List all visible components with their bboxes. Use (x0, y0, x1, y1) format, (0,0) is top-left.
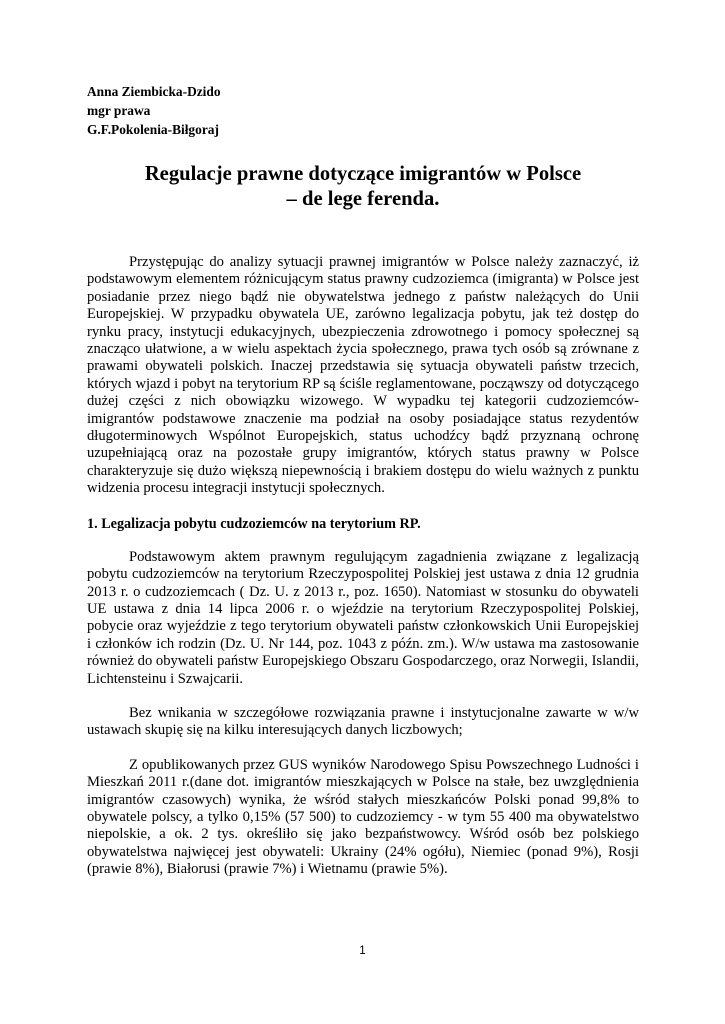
section-1-heading: 1. Legalizacja pobytu cudzoziemców na terytorium RP. (87, 515, 421, 532)
author-degree: mgr prawa (87, 103, 151, 118)
author-block (87, 82, 639, 139)
page-number: 1 (359, 945, 366, 957)
title-line-2: – de lege ferenda. (286, 188, 440, 210)
section-1-paragraph-2: Bez wnikania w szczegółowe rozwiązania prawne i instytucjonalne zawarte w w/w ustawach skupię się na kilku interesujących danych liczbowych; (87, 704, 639, 739)
author-affiliation: G.F.Pokolenia-Biłgoraj (87, 122, 219, 137)
title-line-1: Regulacje prawne dotyczące imigrantów w Polsce (144, 163, 582, 185)
intro-paragraph: Przystępując do analizy sytuacji prawnej imigrantów w Polsce należy zaznaczyć, iż podstawowym elementem różnicującym status prawny cudzoziemca (imigranta) w Polsce jest posiadanie przez niego bądź nie obywatelstwa jednego z państw należących do Unii Europejskiej. W przypadku obywatela UE, zarówno legalizacja pobytu, jak też dostęp do rynku pracy, instytucji edukacyjnych, ubezpieczenia zdrowotnego i pomocy społecznej są znacząco ułatwione, a w wielu aspektach życia społecznego, prawa tych osób są zrównane z prawami obywateli polskich. Inaczej przedstawia się sytuacja obywateli państw trzecich, których wjazd i pobyt na terytorium RP są ściśle reglamentowane, począwszy od dotyczącego dużej części z nich obowiązku wizowego. W wypadku tej kategorii cudzoziemców-imigrantów podstawowe znaczenie ma podział na osoby posiadające status rezydentów długoterminowych Wspólnot Europejskich, status uchodźcy bądź przyznaną ochronę uzupełniającą oraz na pozostałe grupy imigrantów, których status prawny w Polsce charakteryzuje się dużo większą niepewnością i brakiem dostępu do wielu ważnych z punktu widzenia procesu integracji instytucji społecznych. (87, 254, 639, 497)
document-title (87, 162, 639, 212)
section-1-paragraph-1: Podstawowym aktem prawnym regulującym zagadnienia związane z legalizacją pobytu cudzoziemców na terytorium Rzeczypospolitej Polskiej jest ustawa z dnia 12 grudnia 2013 r. o cudzoziemcach ( Dz. U. z 2013 r., poz. 1650). Natomiast w stosunku do obywateli UE ustawa z dnia 14 lipca 2006 r. o wjeździe na terytorium Rzeczypospolitej Polskiej, pobycie oraz wyjeździe z tego terytorium obywateli państw członkowskich Unii Europejskiej i członków ich rodzin (Dz. U. Nr 144, poz. 1043 z późn. zm.). W/w ustawa ma zastosowanie również do obywateli państw Europejskiego Obszaru Gospodarczego, oraz Norwegii, Islandii, Lichtensteinu i Szwajcarii. (87, 548, 639, 687)
author-name: Anna Ziembicka-Dzido (87, 84, 221, 99)
document-page (87, 82, 639, 879)
section-1-paragraph-3: Z opublikowanych przez GUS wyników Narodowego Spisu Powszechnego Ludności i Mieszkań 2011 r.(dane dot. imigrantów mieszkających w Polsce na stałe, bez uwzględnienia imigrantów czasowych) wynika, że wśród stałych mieszkańców Polski ponad 99,8% to obywatele polscy, a tylko 0,15% (57 500) to cudzoziemcy - w tym 55 400 ma obywatelstwo niepolskie, a ok. 2 tys. określiło się jako bezpaństwowcy. Wśród osób bez polskiego obywatelstwa najwięcej jest obywateli: Ukrainy (24% ogółu), Niemiec (ponad 9%), Rosji (prawie 8%), Białorusi (prawie 7%) i Wietnamu (prawie 5%). (87, 756, 639, 878)
